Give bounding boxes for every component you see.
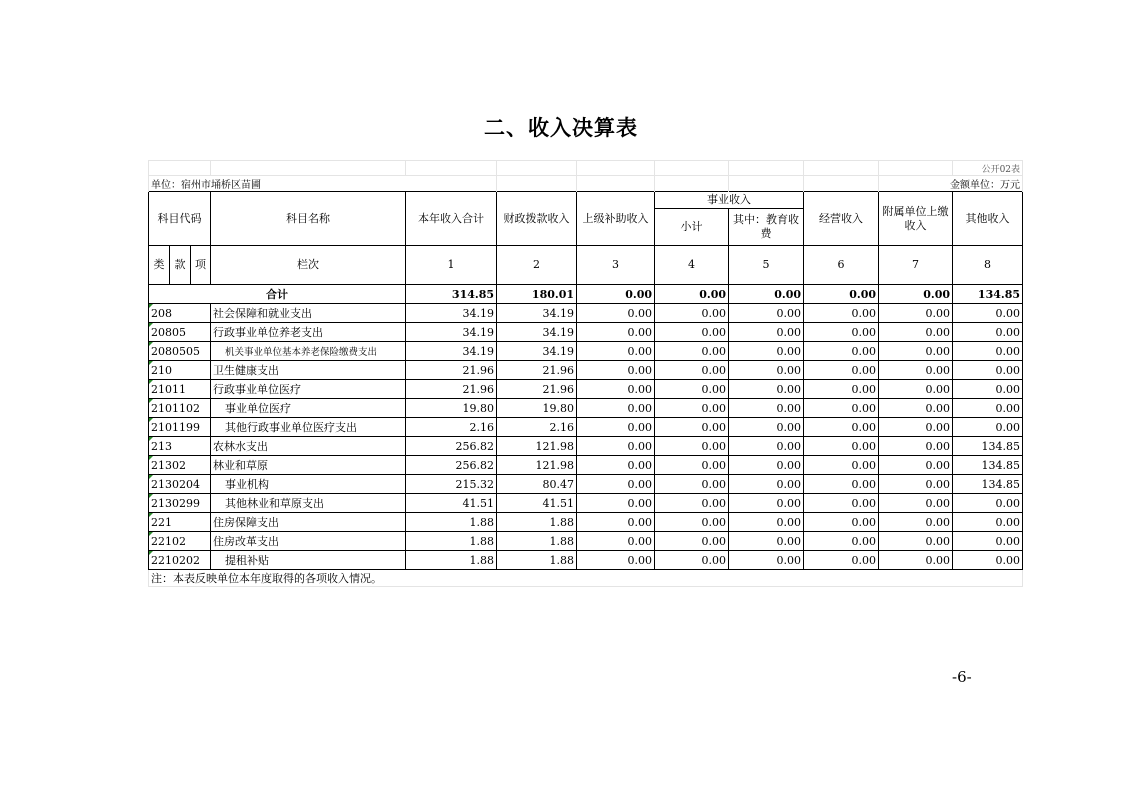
header-subject-code: 科目代码 xyxy=(149,192,211,246)
amount-cell: 0.00 xyxy=(804,418,879,437)
amount-cell: 0.00 xyxy=(655,513,729,532)
amount-cell: 0.00 xyxy=(953,399,1023,418)
subject-code: 2080505 xyxy=(149,342,211,361)
total-value: 0.00 xyxy=(729,285,804,304)
amount-cell: 0.00 xyxy=(953,532,1023,551)
amount-cell: 121.98 xyxy=(497,456,577,475)
amount-cell: 0.00 xyxy=(729,475,804,494)
amount-cell: 215.32 xyxy=(406,475,497,494)
subject-code: 2130299 xyxy=(149,494,211,513)
header-career-group: 事业收入 xyxy=(655,192,804,209)
header-fiscal: 财政拨款收入 xyxy=(497,192,577,246)
subject-name: 事业单位医疗 xyxy=(211,399,406,418)
subject-name: 机关事业单位基本养老保险缴费支出 xyxy=(211,342,406,361)
amount-cell: 0.00 xyxy=(577,304,655,323)
subject-name: 住房改革支出 xyxy=(211,532,406,551)
total-value: 314.85 xyxy=(406,285,497,304)
table-row xyxy=(149,361,1023,380)
amount-cell: 0.00 xyxy=(655,437,729,456)
table-row xyxy=(149,475,1023,494)
amount-cell: 0.00 xyxy=(655,323,729,342)
amount-cell: 0.00 xyxy=(655,551,729,570)
amount-cell: 0.00 xyxy=(879,323,953,342)
total-value: 0.00 xyxy=(655,285,729,304)
total-value: 180.01 xyxy=(497,285,577,304)
amount-cell: 0.00 xyxy=(953,494,1023,513)
amount-cell: 0.00 xyxy=(953,513,1023,532)
amount-cell: 0.00 xyxy=(729,399,804,418)
amount-cell: 0.00 xyxy=(577,361,655,380)
amount-cell: 0.00 xyxy=(655,418,729,437)
amount-cell: 0.00 xyxy=(879,418,953,437)
amount-cell: 0.00 xyxy=(953,418,1023,437)
col-num-1: 1 xyxy=(406,246,497,285)
amount-cell: 1.88 xyxy=(406,551,497,570)
amount-cell: 34.19 xyxy=(497,304,577,323)
col-num-6: 6 xyxy=(804,246,879,285)
amount-cell: 0.00 xyxy=(804,399,879,418)
amount-cell: 256.82 xyxy=(406,456,497,475)
amount-cell: 0.00 xyxy=(577,399,655,418)
amount-cell: 1.88 xyxy=(497,513,577,532)
header-kuan: 款 xyxy=(170,246,191,285)
amount-cell: 34.19 xyxy=(497,342,577,361)
subject-name: 事业机构 xyxy=(211,475,406,494)
amount-cell: 1.88 xyxy=(497,532,577,551)
amount-cell: 0.00 xyxy=(953,361,1023,380)
amount-cell: 34.19 xyxy=(497,323,577,342)
subject-name: 农林水支出 xyxy=(211,437,406,456)
subject-code: 22102 xyxy=(149,532,211,551)
subject-name: 林业和草原 xyxy=(211,456,406,475)
amount-cell: 0.00 xyxy=(804,513,879,532)
amount-cell: 0.00 xyxy=(577,551,655,570)
amount-cell: 0.00 xyxy=(804,475,879,494)
subject-name: 行政事业单位养老支出 xyxy=(211,323,406,342)
amount-cell: 0.00 xyxy=(655,380,729,399)
amount-cell: 0.00 xyxy=(655,342,729,361)
amount-cell: 0.00 xyxy=(729,494,804,513)
amount-cell: 0.00 xyxy=(879,513,953,532)
amount-cell: 0.00 xyxy=(879,551,953,570)
unit-row xyxy=(149,176,1023,192)
header-row-1 xyxy=(149,192,1023,209)
amount-cell: 1.88 xyxy=(406,513,497,532)
income-table xyxy=(148,160,1023,587)
table-row xyxy=(149,456,1023,475)
amount-cell: 0.00 xyxy=(879,494,953,513)
amount-cell: 0.00 xyxy=(655,475,729,494)
amount-cell: 0.00 xyxy=(879,304,953,323)
subject-name: 卫生健康支出 xyxy=(211,361,406,380)
table-row xyxy=(149,323,1023,342)
subject-code: 2101199 xyxy=(149,418,211,437)
col-num-5: 5 xyxy=(729,246,804,285)
amount-cell: 0.00 xyxy=(879,475,953,494)
amount-cell: 0.00 xyxy=(577,342,655,361)
total-label: 合计 xyxy=(149,285,406,304)
amount-cell: 0.00 xyxy=(729,380,804,399)
amount-cell: 0.00 xyxy=(655,361,729,380)
amount-unit: 金额单位：万元 xyxy=(879,176,1023,192)
amount-cell: 1.88 xyxy=(497,551,577,570)
amount-cell: 0.00 xyxy=(804,380,879,399)
amount-cell: 0.00 xyxy=(879,456,953,475)
amount-cell: 0.00 xyxy=(729,304,804,323)
subject-code: 210 xyxy=(149,361,211,380)
amount-cell: 0.00 xyxy=(729,551,804,570)
amount-cell: 0.00 xyxy=(879,437,953,456)
amount-cell: 0.00 xyxy=(729,456,804,475)
amount-cell: 34.19 xyxy=(406,304,497,323)
subject-code: 21302 xyxy=(149,456,211,475)
amount-cell: 21.96 xyxy=(497,361,577,380)
header-education-fee: 其中：教育收费 xyxy=(729,209,804,246)
subject-name: 社会保障和就业支出 xyxy=(211,304,406,323)
total-value: 0.00 xyxy=(804,285,879,304)
total-value: 0.00 xyxy=(879,285,953,304)
amount-cell: 34.19 xyxy=(406,342,497,361)
amount-cell: 0.00 xyxy=(879,342,953,361)
amount-cell: 0.00 xyxy=(729,323,804,342)
header-affiliated: 附属单位上缴收入 xyxy=(879,192,953,246)
subject-code: 213 xyxy=(149,437,211,456)
header-xiang: 项 xyxy=(191,246,211,285)
amount-cell: 0.00 xyxy=(577,475,655,494)
amount-cell: 0.00 xyxy=(953,323,1023,342)
table-row xyxy=(149,437,1023,456)
amount-cell: 21.96 xyxy=(406,380,497,399)
amount-cell: 0.00 xyxy=(577,456,655,475)
amount-cell: 134.85 xyxy=(953,475,1023,494)
header-lei: 类 xyxy=(149,246,170,285)
amount-cell: 0.00 xyxy=(729,532,804,551)
subject-name: 其他林业和草原支出 xyxy=(211,494,406,513)
amount-cell: 41.51 xyxy=(497,494,577,513)
amount-cell: 0.00 xyxy=(729,342,804,361)
subject-code: 21011 xyxy=(149,380,211,399)
amount-cell: 21.96 xyxy=(406,361,497,380)
amount-cell: 0.00 xyxy=(729,437,804,456)
table-row xyxy=(149,380,1023,399)
amount-cell: 0.00 xyxy=(804,551,879,570)
amount-cell: 121.98 xyxy=(497,437,577,456)
amount-cell: 0.00 xyxy=(804,361,879,380)
amount-cell: 0.00 xyxy=(577,418,655,437)
amount-cell: 0.00 xyxy=(729,513,804,532)
table-row xyxy=(149,513,1023,532)
amount-cell: 0.00 xyxy=(577,380,655,399)
amount-cell: 1.88 xyxy=(406,532,497,551)
amount-cell: 0.00 xyxy=(879,380,953,399)
subject-name: 住房保障支出 xyxy=(211,513,406,532)
col-num-8: 8 xyxy=(953,246,1023,285)
header-column-order: 栏次 xyxy=(211,246,406,285)
subject-name: 提租补贴 xyxy=(211,551,406,570)
subject-code: 2101102 xyxy=(149,399,211,418)
amount-cell: 0.00 xyxy=(879,532,953,551)
subject-code: 208 xyxy=(149,304,211,323)
amount-cell: 0.00 xyxy=(577,513,655,532)
header-subject-name: 科目名称 xyxy=(211,192,406,246)
page-title: 二、收入决算表 xyxy=(484,116,638,140)
amount-cell: 0.00 xyxy=(804,532,879,551)
amount-cell: 0.00 xyxy=(655,456,729,475)
amount-cell: 134.85 xyxy=(953,456,1023,475)
subject-code: 2210202 xyxy=(149,551,211,570)
header-operating: 经营收入 xyxy=(804,192,879,246)
amount-cell: 19.80 xyxy=(497,399,577,418)
header-other: 其他收入 xyxy=(953,192,1023,246)
amount-cell: 256.82 xyxy=(406,437,497,456)
amount-cell: 0.00 xyxy=(804,342,879,361)
amount-cell: 0.00 xyxy=(953,342,1023,361)
col-num-2: 2 xyxy=(497,246,577,285)
amount-cell: 0.00 xyxy=(953,380,1023,399)
amount-cell: 41.51 xyxy=(406,494,497,513)
col-num-4: 4 xyxy=(655,246,729,285)
header-row-3 xyxy=(149,246,1023,285)
amount-cell: 0.00 xyxy=(953,551,1023,570)
subject-name: 行政事业单位医疗 xyxy=(211,380,406,399)
amount-cell: 0.00 xyxy=(953,304,1023,323)
amount-cell: 0.00 xyxy=(804,494,879,513)
form-number: 公开02表 xyxy=(953,161,1023,176)
header-total-income: 本年收入合计 xyxy=(406,192,497,246)
subject-name: 其他行政事业单位医疗支出 xyxy=(211,418,406,437)
amount-cell: 34.19 xyxy=(406,323,497,342)
table-row xyxy=(149,399,1023,418)
amount-cell: 19.80 xyxy=(406,399,497,418)
subject-code: 221 xyxy=(149,513,211,532)
amount-cell: 2.16 xyxy=(497,418,577,437)
header-superior: 上级补助收入 xyxy=(577,192,655,246)
amount-cell: 0.00 xyxy=(729,361,804,380)
amount-cell: 0.00 xyxy=(577,532,655,551)
total-value: 0.00 xyxy=(577,285,655,304)
amount-cell: 0.00 xyxy=(804,304,879,323)
amount-cell: 21.96 xyxy=(497,380,577,399)
amount-cell: 0.00 xyxy=(655,494,729,513)
top-blank-row xyxy=(149,161,1023,176)
amount-cell: 0.00 xyxy=(879,399,953,418)
table-row xyxy=(149,494,1023,513)
table-row xyxy=(149,532,1023,551)
amount-cell: 0.00 xyxy=(804,437,879,456)
page-number: -6- xyxy=(952,668,972,686)
amount-cell: 0.00 xyxy=(577,437,655,456)
amount-cell: 0.00 xyxy=(879,361,953,380)
amount-cell: 0.00 xyxy=(804,456,879,475)
amount-cell: 0.00 xyxy=(804,323,879,342)
amount-cell: 0.00 xyxy=(729,418,804,437)
total-row xyxy=(149,285,1023,304)
table-row xyxy=(149,342,1023,361)
table-row xyxy=(149,418,1023,437)
unit-label: 单位：宿州市埇桥区苗圃 xyxy=(149,176,497,192)
table-note: 注：本表反映单位本年度取得的各项收入情况。 xyxy=(149,570,1023,587)
total-value: 134.85 xyxy=(953,285,1023,304)
amount-cell: 0.00 xyxy=(655,399,729,418)
col-num-3: 3 xyxy=(577,246,655,285)
note-row xyxy=(149,570,1023,587)
amount-cell: 0.00 xyxy=(655,304,729,323)
header-subtotal: 小计 xyxy=(655,209,729,246)
amount-cell: 2.16 xyxy=(406,418,497,437)
col-num-7: 7 xyxy=(879,246,953,285)
amount-cell: 0.00 xyxy=(577,323,655,342)
amount-cell: 0.00 xyxy=(655,532,729,551)
table-row xyxy=(149,551,1023,570)
amount-cell: 80.47 xyxy=(497,475,577,494)
table-row xyxy=(149,304,1023,323)
amount-cell: 0.00 xyxy=(577,494,655,513)
amount-cell: 134.85 xyxy=(953,437,1023,456)
subject-code: 2130204 xyxy=(149,475,211,494)
subject-code: 20805 xyxy=(149,323,211,342)
